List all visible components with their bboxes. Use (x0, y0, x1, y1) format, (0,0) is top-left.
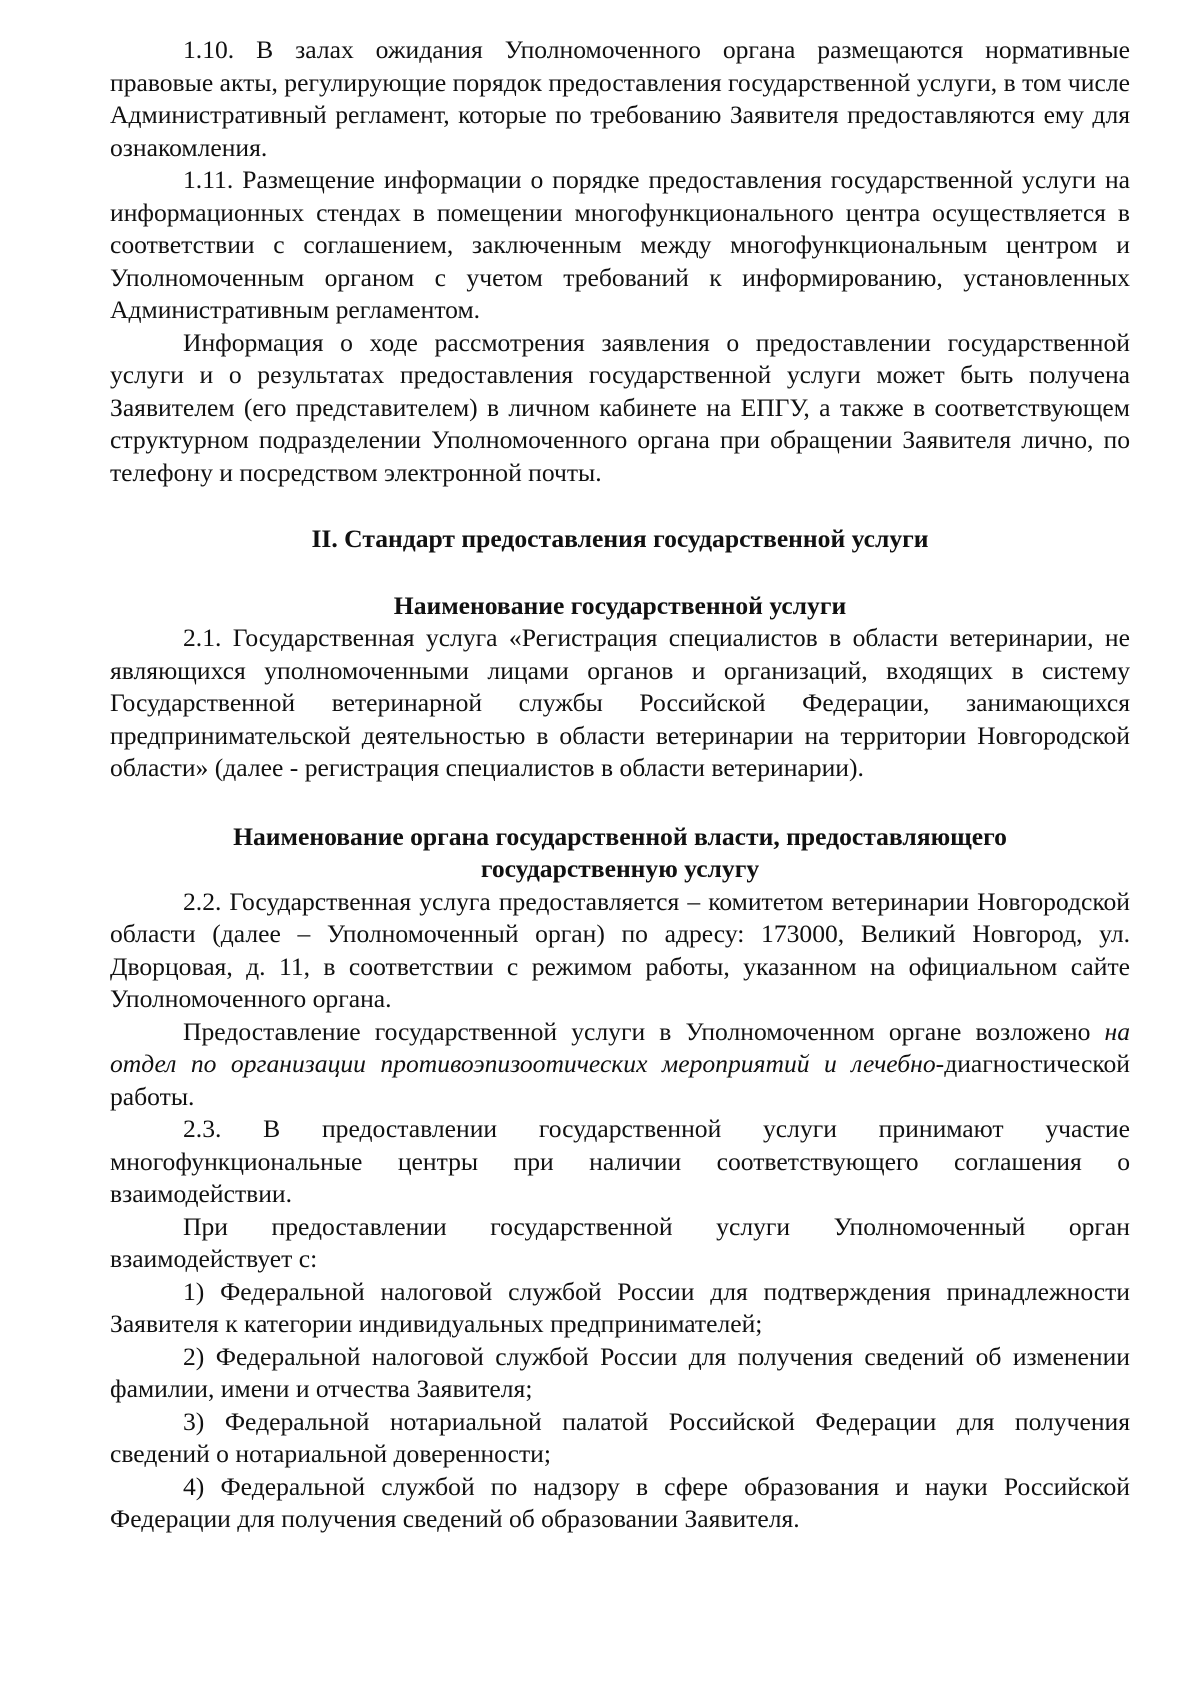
provision-italic: на отдел по организации противоэпизоотических мероприятий и лечебно- (110, 1016, 1130, 1078)
paragraph-1-10: 1.10. В залах ожидания Уполномоченного органа размещаются нормативные правовые акты, регулирующие порядок предоставления государственной услуги, в том числе Административный регламент, которые по требованию Заявителя предоставляются ему для ознакомления. (110, 35, 1130, 162)
list-item: 4) Федеральной службой по надзору в сфере образования и науки Российской Федерации для получения сведений об образовании Заявителя. (110, 1471, 1130, 1533)
paragraph-2-3: 2.3. В предоставлении государственной услуги принимают участие многофункциональные центры при наличии соответствующего соглашения о взаимодействии. (110, 1114, 1130, 1208)
paragraph-provision (110, 1016, 1130, 1114)
list-item: 1) Федеральной налоговой службой России для подтверждения принадлежности Заявителя к категории индивидуальных предпринимателей; (110, 1276, 1130, 1338)
provision-lead: Предоставление государственной услуги в Уполномоченном органе возложено (183, 1016, 1105, 1046)
section-title: II. Стандарт предоставления государственной услуги (311, 524, 929, 553)
provision-tail: диагностической работы. (110, 1049, 1130, 1111)
heading-service-name: Наименование государственной услуги (393, 590, 847, 620)
heading-authority-line-1: Наименование органа государственной власти, предоставляющего (233, 821, 1007, 851)
paragraph-info: Информация о ходе рассмотрения заявления о предоставлении государственной услуги и о результатах предоставления государственной услуги может быть получена Заявителем (его представителем) в личном кабинете на ЕПГУ, а также в соответствующем структурном подразделении Уполномоченного органа при обращении Заявителя лично, по телефону и посредством электронной почты. (110, 327, 1130, 487)
paragraph-1-11: 1.11. Размещение информации о порядке предоставления государственной услуги на информационных стендах в помещении многофункционального центра осуществляется в соответствии с соглашением, заключенным между многофункциональным центром и Уполномоченным органом с учетом требований к информированию, установленных Административным регламентом. (110, 165, 1130, 324)
document-page (110, 34, 1130, 1536)
paragraph-2-1: 2.1. Государственная услуга «Регистрация специалистов в области ветеринарии, не являющихся уполномоченными лицами органов и организаций, входящих в систему Государственной ветеринарной службы Российской Федерации, занимающихся предпринимательской деятельностью в области ветеринарии на территории Новгородской области» (далее - регистрация специалистов в области ветеринарии). (110, 623, 1130, 782)
list-item: 3) Федеральной нотариальной палатой Российской Федерации для получения сведений о нотариальной доверенности; (110, 1406, 1130, 1468)
list-item: 2) Федеральной налоговой службой России для получения сведений об изменении фамилии, имени и отчества Заявителя; (110, 1341, 1130, 1403)
paragraph-2-2: 2.2. Государственная услуга предоставляется – комитетом ветеринарии Новгородской области (далее – Уполномоченный орган) по адресу: 173000, Великий Новгород, ул. Дворцовая, д. 11, в соответствии с режимом работы, указанном на официальном сайте Уполномоченного органа. (110, 886, 1130, 1013)
heading-authority-line-2: государственную услугу (480, 854, 760, 883)
paragraph-interacts: При предоставлении государственной услуги Уполномоченный орган взаимодействует с: (110, 1211, 1130, 1273)
heading-authority (110, 821, 1130, 886)
